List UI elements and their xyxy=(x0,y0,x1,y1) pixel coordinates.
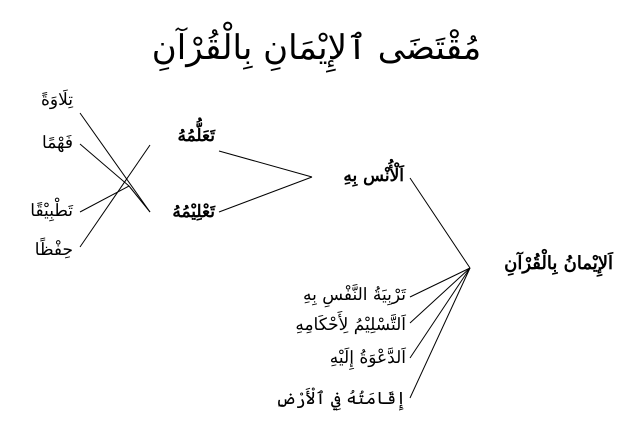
node-taallum: تَعَلُّمُهُ xyxy=(177,126,215,146)
connector-cross-hub xyxy=(129,186,150,212)
connector-tatbiq xyxy=(80,186,129,212)
leaf-tatbiq: تَطْبِيْقًا xyxy=(30,201,73,221)
connector-tilawa xyxy=(80,113,150,212)
connector-root-dawa xyxy=(410,268,470,358)
node-uns: اَلْأُنْس بِهِ xyxy=(343,166,404,186)
connector-root-taslim xyxy=(410,268,470,323)
connector-hifz xyxy=(80,145,150,247)
node-iqama: إِقَامَتُهُ فِي ٱلْأَرْضِ xyxy=(275,389,406,409)
connector-fahm xyxy=(80,144,129,186)
leaf-tilawa: تِلَاوَةً xyxy=(41,90,73,110)
node-tarbiya: تَرْبِيَةُ النَّفْسِ بِهِ xyxy=(302,285,406,305)
leaf-hifz: حِفْظًا xyxy=(34,240,73,260)
node-dawa: اَلدَّعْوَةُ إِلَيْهِ xyxy=(329,348,406,368)
node-taalim: تَعْلِيْمُهُ xyxy=(172,202,215,222)
connector-uns-taalim xyxy=(219,177,312,212)
connector-root-uns xyxy=(410,178,470,268)
leaf-fahm: فَهْمًا xyxy=(42,133,73,153)
connector-root-iqama xyxy=(410,268,470,398)
diagram-title: مُقْتَضَى ٱلإِيْمَانِ بِالْقُرْآنِ xyxy=(151,28,482,68)
root-node: اَلإِيْمانُ بِالْقُرْآنِ xyxy=(504,253,613,274)
connector-root-tarbiya xyxy=(410,268,470,297)
connector-uns-taallum xyxy=(219,151,312,177)
node-taslim: اَلتَّسْلِيْمُ لِأَحْكَامِهِ xyxy=(295,315,406,335)
